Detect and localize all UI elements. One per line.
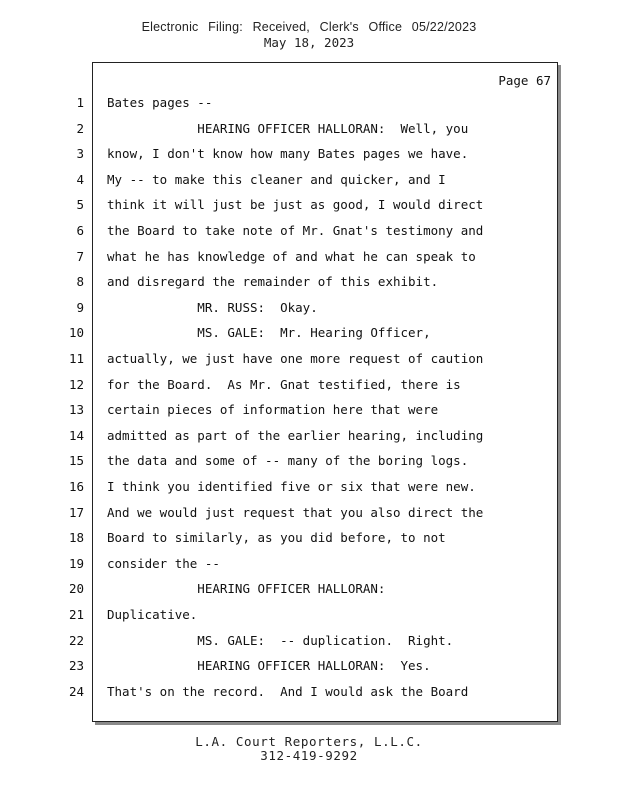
line-number: 9	[76, 299, 84, 315]
transcript-line: HEARING OFFICER HALLORAN:	[107, 581, 386, 597]
line-number: 17	[68, 504, 84, 520]
line-number: 19	[68, 555, 84, 571]
transcript-line: MR. RUSS: Okay.	[107, 299, 318, 315]
line-number: 6	[76, 223, 84, 238]
line-number: 21	[68, 607, 84, 622]
line-number: 2	[76, 120, 84, 136]
transcript-line: know, I don't know how many Bates pages we have.	[107, 146, 469, 162]
line-number: 24	[68, 683, 84, 699]
line-number: 3	[76, 146, 84, 162]
transcript-line: HEARING OFFICER HALLORAN: Yes.	[107, 658, 431, 674]
page-number: Page 67	[498, 73, 551, 88]
transcript-line: the Board to take note of Mr. Gnat's testimony and	[107, 223, 484, 238]
transcript-line: I think you identified five or six that were new.	[107, 479, 476, 494]
transcript-line: actually, we just have one more request of caution	[107, 351, 484, 366]
line-number: 1	[76, 95, 84, 110]
transcript-line: admitted as part of the earlier hearing, including	[107, 427, 484, 443]
line-number: 16	[68, 479, 84, 494]
line-number: 8	[76, 274, 84, 290]
transcript-line: consider the --	[107, 555, 220, 571]
transcript-line: Board to similarly, as you did before, to not	[107, 530, 446, 546]
line-number: 18	[68, 530, 84, 546]
line-number: 5	[76, 197, 84, 213]
transcript-date: May 18, 2023	[263, 35, 355, 50]
transcript-line: for the Board. As Mr. Gnat testified, there is	[107, 376, 461, 392]
line-number: 13	[68, 402, 84, 418]
line-number: 7	[76, 248, 84, 264]
line-number: 4	[76, 171, 84, 187]
transcript-line: And we would just request that you also direct the	[107, 504, 484, 520]
transcript-line: MS. GALE: -- duplication. Right.	[107, 632, 454, 648]
line-number: 15	[68, 453, 84, 469]
transcript-line: HEARING OFFICER HALLORAN: Well, you	[107, 120, 469, 136]
transcript-line: That's on the record. And I would ask the Board	[107, 683, 469, 699]
filing-stamp: Electronic Filing: Received, Clerk's Office 05/22/2023	[141, 20, 477, 34]
transcript-line: and disregard the remainder of this exhibit.	[107, 274, 439, 290]
line-number: 14	[68, 427, 84, 443]
transcript-line: Duplicative.	[107, 607, 198, 622]
transcript-line: Bates pages --	[107, 95, 213, 110]
line-number: 20	[68, 581, 84, 597]
line-number: 22	[68, 632, 84, 648]
reporter-phone: 312-419-9292	[260, 748, 358, 763]
line-number: 12	[68, 376, 84, 392]
transcript-line: certain pieces of information here that were	[107, 402, 439, 418]
transcript-line: think it will just be just as good, I would direct	[107, 197, 484, 213]
transcript-line: the data and some of -- many of the boring logs.	[107, 453, 469, 469]
transcript-line: what he has knowledge of and what he can speak to	[107, 248, 476, 264]
transcript-line: MS. GALE: Mr. Hearing Officer,	[107, 325, 431, 341]
line-number: 11	[68, 351, 84, 366]
reporter-company: L.A. Court Reporters, L.L.C.	[195, 734, 423, 749]
line-number: 23	[68, 658, 84, 674]
line-number: 10	[68, 325, 84, 341]
transcript-line: My -- to make this cleaner and quicker, and I	[107, 171, 446, 187]
